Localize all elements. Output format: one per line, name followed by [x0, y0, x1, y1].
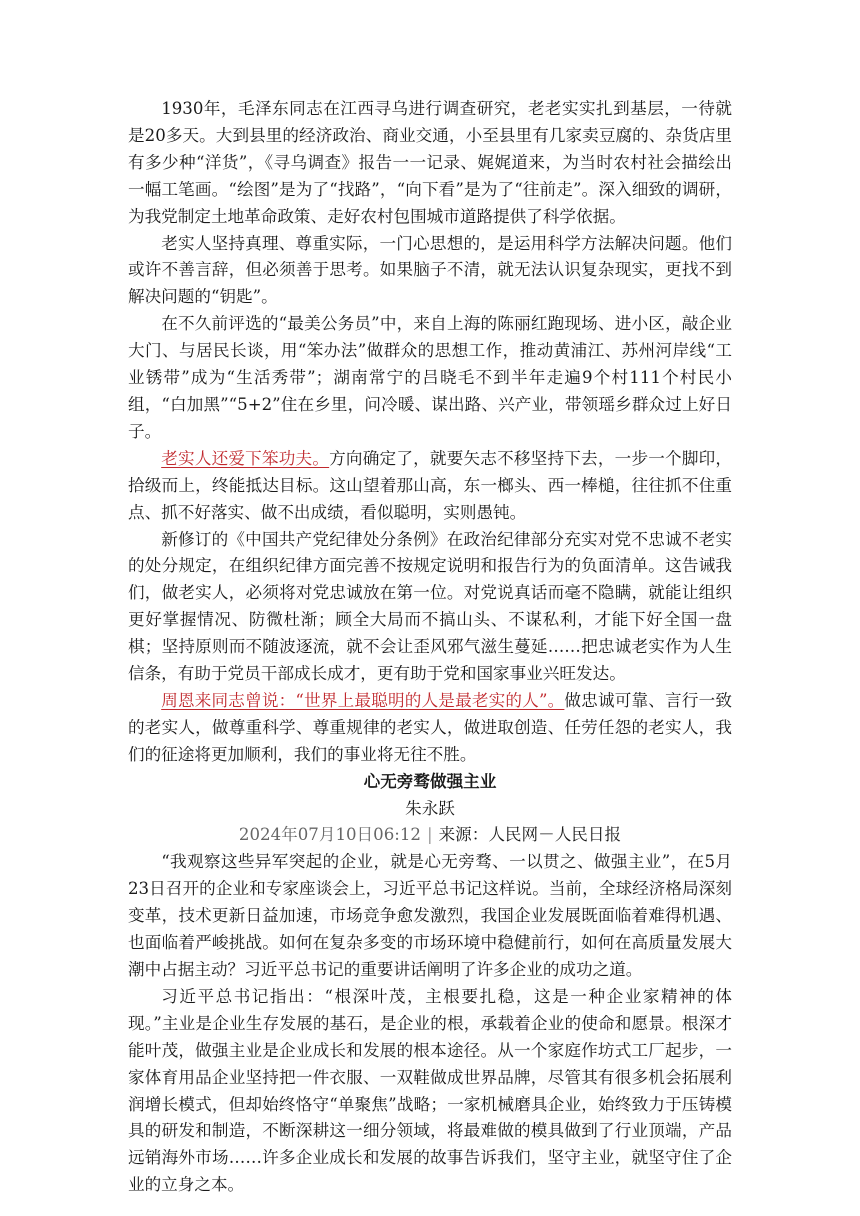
paragraph	[128, 688, 732, 769]
meta-separator: |	[426, 825, 433, 845]
article-title: 心无旁骛做强主业	[363, 771, 497, 791]
paragraph: 在不久前评选的“最美公务员”中，来自上海的陈丽红跑现场、进小区，敲企业大门、与居民长谈，用“笨办法”做群众的思想工作，推动黄浦江、苏州河岸线“工业锈带”成为“生活秀带”；湖南常宁的吕晓毛不到半年走遍9个村111个村民小组，“白加黑”“5+2”住在乡里，问冷暖、谋出路、兴产业，带领瑶乡群众过上好日子。	[128, 314, 732, 441]
highlighted-quote: 周恩来同志曾说：“世界上最聪明的人是最老实的人”。	[161, 690, 565, 710]
paragraph-text: 做忠诚可靠、言行一致的老实人，做尊重科学、尊重规律的老实人，做进取创造、任劳任怨的老实人，我们的征途将更加顺利，我们的事业将无往不胜。	[128, 690, 732, 764]
document-page	[128, 96, 732, 1199]
publish-date: 2024年07月10日06:12	[238, 825, 421, 845]
article-author: 朱永跃	[405, 798, 455, 818]
highlighted-sentence: 老实人还爱下笨功夫。	[161, 448, 330, 468]
paragraph-text: 方向确定了，就要矢志不移坚持下去，一步一个脚印，拾级而上，终能抵达目标。这山望着那山高，东一榔头、西一棒槌，往往抓不住重点、抓不好落实、做不出成绩，看似聪明，实则愚钝。	[128, 448, 733, 522]
paragraph: “我观察这些异军突起的企业，就是心无旁骛、一以贯之、做强主业”，在5月23日召开的企业和专家座谈会上，习近平总书记这样说。当前，全球经济格局深刻变革，技术更新日益加速，市场竞争愈发激烈，我国企业发展既面临着难得机遇、也面临着严峻挑战。如何在复杂多变的市场环境中稳健前行，如何在高质量发展大潮中占据主动？习近平总书记的重要讲话阐明了许多企业的成功之道。	[128, 852, 732, 979]
paragraph: 1930年，毛泽东同志在江西寻乌进行调查研究，老老实实扎到基层，一待就是20多天。大到县里的经济政治、商业交通，小至县里有几家卖豆腐的、杂货店里有多少种“洋货”，《寻乌调查》报告一一记录、娓娓道来，为当时农村社会描绘出一幅工笔画。“绘图”是为了“找路”，“向下看”是为了“往前走”。深入细致的调研，为我党制定土地革命政策、走好农村包围城市道路提供了科学依据。	[128, 99, 732, 226]
paragraph	[128, 446, 732, 527]
paragraph: 新修订的《中国共产党纪律处分条例》在政治纪律部分充实对党不忠诚不老实的处分规定，在组织纪律方面完善不按规定说明和报告行为的负面清单。这告诫我们，做老实人，必须将对党忠诚放在第一位。对党说真话而毫不隐瞒，就能让组织更好掌握情况、防微杜渐；顾全大局而不搞山头、不谋私利，才能下好全国一盘棋；坚持原则而不随波逐流，就不会让歪风邪气滋生蔓延……把忠诚老实作为人生信条，有助于党员干部成长成才，更有助于党和国家事业兴旺发达。	[128, 529, 732, 684]
article-source: 来源：人民网－人民日报	[438, 825, 622, 845]
paragraph: 习近平总书记指出：“根深叶茂，主根要扎稳，这是一种企业家精神的体现。”主业是企业生存发展的基石，是企业的根，承载着企业的使命和愿景。根深才能叶茂，做强主业是企业成长和发展的根本途径。从一个家庭作坊式工厂起步，一家体育用品企业坚持把一件衣服、一双鞋做成世界品牌，尽管其有很多机会拓展利润增长模式，但却始终恪守“单聚焦”战略；一家机械磨具企业，始终致力于压铸模具的研发和制造，不断深耕这一细分领域，将最难做的模具做到了行业顶端，产品远销海外市场……许多企业成长和发展的故事告诉我们，坚守主业，就坚守住了企业的立身之本。	[128, 986, 732, 1195]
paragraph: 老实人坚持真理、尊重实际，一门心思想的，是运用科学方法解决问题。他们或许不善言辞，但必须善于思考。如果脑子不清，就无法认识复杂现实，更找不到解决问题的“钥匙”。	[128, 233, 732, 307]
article-meta	[128, 822, 732, 849]
